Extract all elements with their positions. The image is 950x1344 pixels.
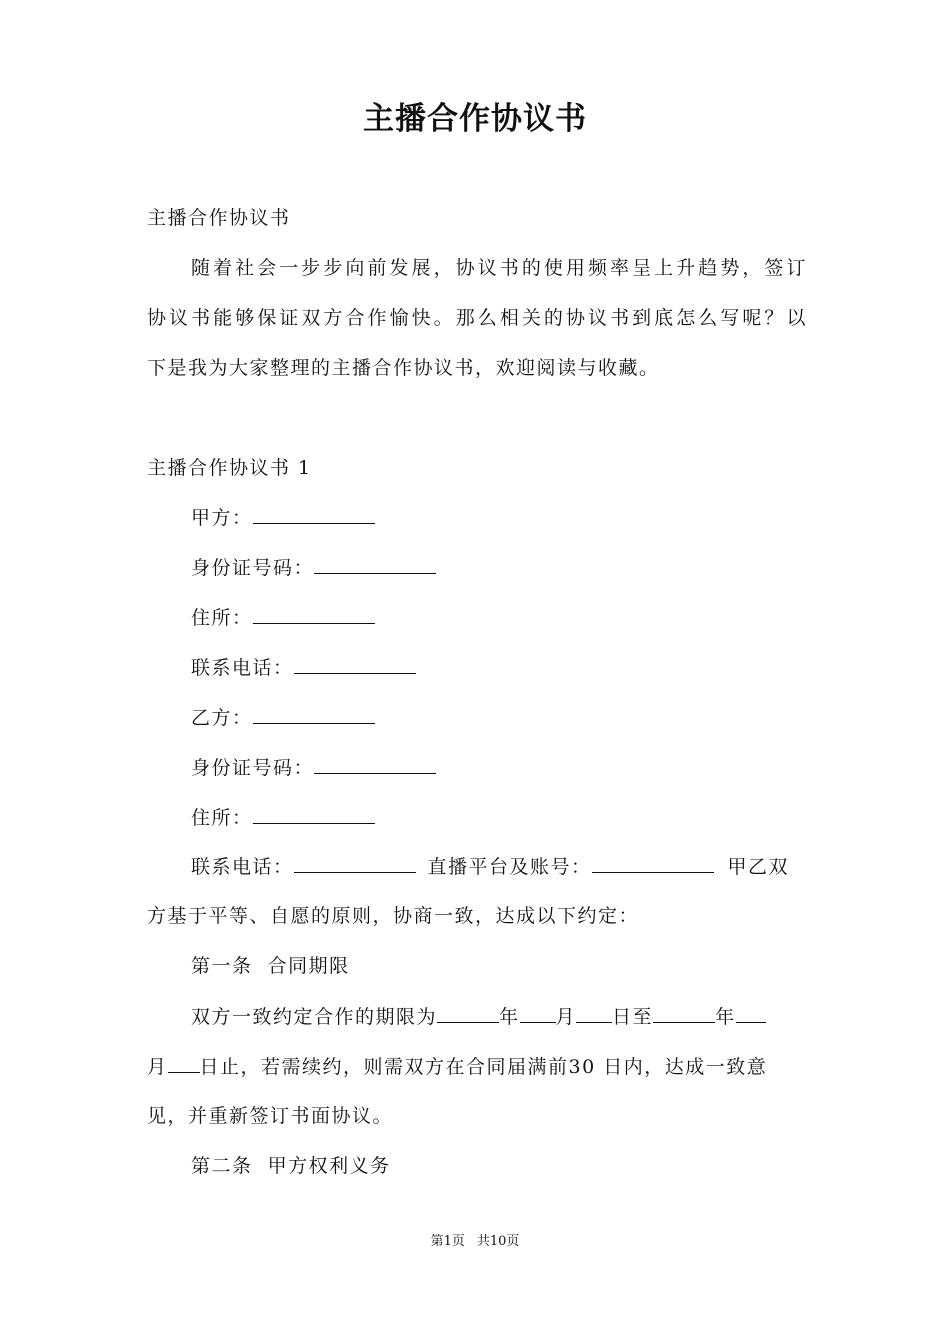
start-month-blank (520, 1002, 556, 1023)
party-b-phone-label: 联系电话： (191, 856, 294, 878)
start-day-blank (576, 1002, 612, 1023)
page-footer (0, 1232, 950, 1252)
party-b-name-row (191, 703, 375, 732)
section-title: 主播合作协议书 1 (147, 457, 312, 479)
intro-line-1: 随着社会一步步向前发展，协议书的使用频率呈上升趋势，签订 (191, 257, 807, 279)
party-a-name-label: 甲方： (191, 507, 253, 529)
article-1-end: 日止，若需续约，则需双方在合同届满前30 日内，达成一致意 (199, 1056, 768, 1078)
party-a-name-row (191, 503, 375, 532)
start-year-label: 年 (499, 1006, 520, 1028)
article-1-start: 双方一致约定合作的期限为 (191, 1006, 438, 1028)
article-2-title: 第二条 甲方权利义务 (191, 1155, 391, 1177)
party-b-id-row (191, 753, 436, 782)
party-b-phone-blank (294, 852, 416, 873)
party-a-phone-label: 联系电话： (191, 657, 294, 679)
both-parties-tail: 甲乙双 (727, 856, 790, 878)
article-1-line-2 (147, 1052, 767, 1081)
start-month-label: 月 (555, 1006, 577, 1028)
platform-blank (592, 852, 714, 873)
page-number-total: 共10页 (476, 1234, 520, 1249)
end-year-blank (653, 1002, 715, 1023)
article-1-line-3: 见，并重新签订书面协议。 (147, 1105, 394, 1127)
party-a-address-blank (253, 603, 375, 624)
intro-line-3: 下是我为大家整理的主播合作协议书，欢迎阅读与收藏。 (147, 357, 660, 379)
platform-label: 直播平台及账号： (427, 856, 592, 878)
party-a-id-row (191, 553, 436, 582)
document-title: 主播合作协议书 (363, 101, 587, 137)
party-a-id-label: 身份证号码： (191, 557, 315, 579)
party-a-phone-row (191, 653, 416, 682)
party-a-address-label: 住所： (191, 607, 253, 629)
document-subtitle: 主播合作协议书 (147, 207, 291, 229)
party-b-name-label: 乙方： (191, 707, 253, 729)
page-number-current: 第1页 (430, 1234, 465, 1249)
party-b-id-label: 身份证号码： (191, 757, 315, 779)
agreement-line: 方基于平等、自愿的原则，协商一致，达成以下约定： (147, 905, 640, 927)
start-day-to-label: 日至 (612, 1006, 654, 1028)
party-a-phone-blank (294, 653, 416, 674)
party-b-address-label: 住所： (191, 807, 253, 829)
end-month-label: 月 (147, 1056, 168, 1078)
party-b-address-row (191, 803, 375, 832)
party-a-name-blank (253, 503, 375, 524)
start-year-blank (437, 1002, 499, 1023)
article-1-line-1 (191, 1002, 766, 1031)
end-month-blank-a (736, 1002, 766, 1023)
party-a-address-row (191, 603, 375, 632)
end-year-label: 年 (715, 1006, 736, 1028)
party-b-phone-platform-row (191, 852, 789, 881)
article-1-title: 第一条 合同期限 (191, 955, 350, 977)
party-b-id-blank (314, 753, 436, 774)
party-b-address-blank (253, 803, 375, 824)
end-day-blank (168, 1052, 200, 1073)
party-b-name-blank (253, 703, 375, 724)
intro-line-2: 协议书能够保证双方合作愉快。那么相关的协议书到底怎么写呢？以 (147, 307, 807, 329)
party-a-id-blank (314, 553, 436, 574)
